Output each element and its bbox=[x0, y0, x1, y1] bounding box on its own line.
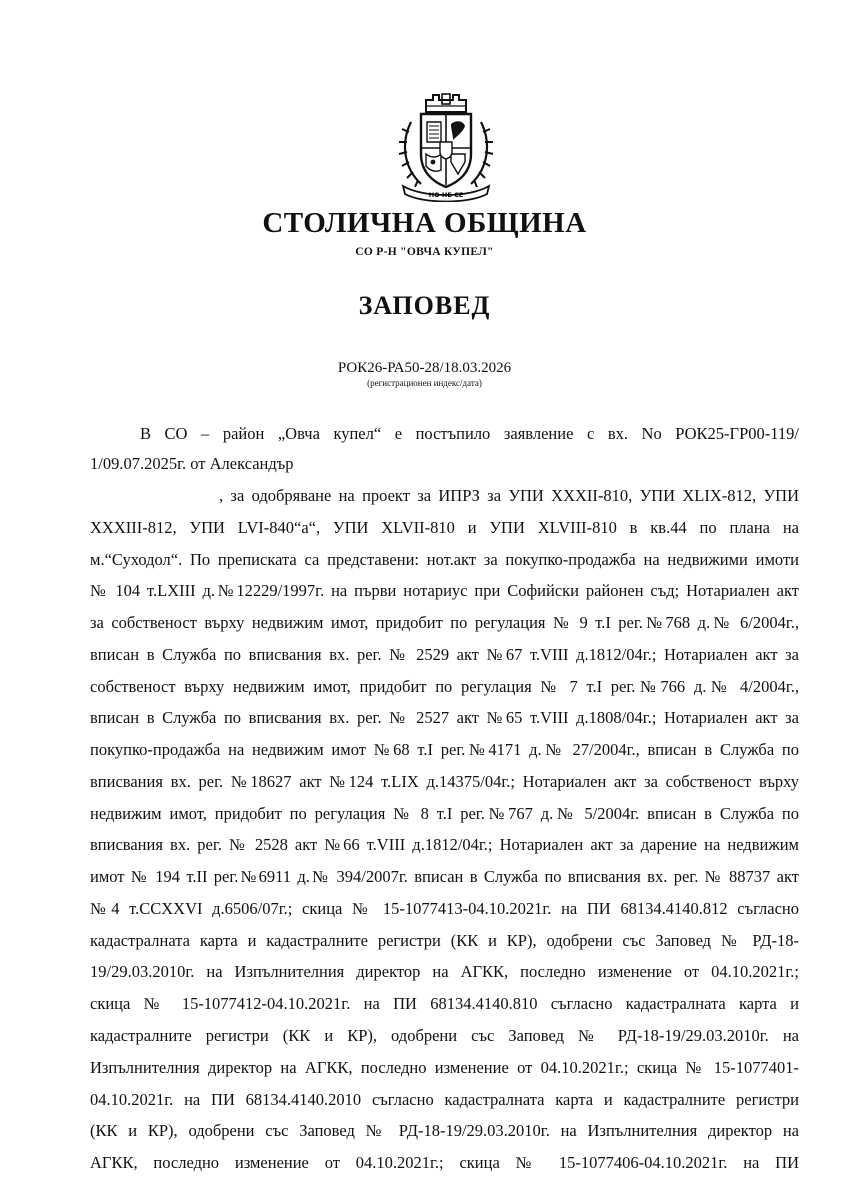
body-line: АГКК, последно изменение от 04.10.2021г.; скица № 15-1077406-04.10.2021г. на ПИ bbox=[90, 1153, 799, 1172]
body-line: скица № 15-1077412-04.10.2021г. на ПИ 68134.4140.810 съгласно кадастралната карта и bbox=[90, 994, 799, 1013]
body-line: 04.10.2021г. на ПИ 68134.4140.2010 съгласно кадастралната карта и кадастралните регистри bbox=[90, 1090, 799, 1109]
body-line: собственост върху недвижим имот, придобит по регулация № 7 т.I рег.№766 д.№ 4/2004г., bbox=[90, 677, 799, 696]
body-line: Изпълнителния директор на АГКК, последно изменение от 04.10.2021г.; скица № 15-1077401- bbox=[90, 1058, 799, 1077]
crest-motto: НО НЕ СЕ bbox=[428, 191, 464, 199]
body-line: XXXIII-812, УПИ LVI-840“а“, УПИ XLVII-810 и УПИ XLVIII-810 в кв.44 по плана на bbox=[90, 518, 799, 537]
body-line: В СО – район „Овча купел“ е постъпило заявление с вх. No РОК25-ГР00-119/ bbox=[140, 424, 799, 443]
body-line: №4 т.CCXXVI д.6506/07г.; скица № 15-1077413-04.10.2021г. на ПИ 68134.4140.812 съгласно bbox=[90, 899, 799, 918]
document-title: ЗАПОВЕД bbox=[358, 291, 491, 320]
body-line: за собственост върху недвижим имот, придобит по регулация № 9 т.I рег.№768 д.№ 6/2004г., bbox=[90, 613, 799, 632]
body-line: 19/29.03.2010г. на Изпълнителния директор на АГКК, последно изменение от 04.10.2021г.; bbox=[90, 962, 799, 981]
registration-caption: (регистрационен индекс/дата) bbox=[367, 378, 482, 388]
sofia-coat-of-arms-icon bbox=[393, 92, 499, 202]
body-line: вписан в Служба по вписвания вх. рег. № 2529 акт №67 т.VIII д.1812/04г.; Нотариален акт за bbox=[90, 645, 799, 664]
body-line: № 104 т.LXIII д.№12229/1997г. на първи нотариус при Софийски районен съд; Нотариален акт bbox=[90, 581, 799, 600]
body-line: 1/09.07.2025г. от Александър bbox=[90, 454, 294, 473]
body-line: (КК и КР), одобрени със Заповед № РД-18-19/29.03.2010г. на Изпълнителния директор на bbox=[90, 1121, 799, 1140]
body-line: кадастралните регистри (КК и КР), одобрени със Заповед № РД-18-19/29.03.2010г. на bbox=[90, 1026, 799, 1045]
body-line: м.“Суходол“. По преписката са представени: нот.акт за покупко-продажба на недвижими имоти bbox=[90, 550, 799, 569]
body-line: вписвания вх. рег. №18627 акт №124 т.LIX д.14375/04г.; Нотариален акт за собственост върху bbox=[90, 772, 799, 791]
body-line: недвижим имот, придобит по регулация № 8 т.I рег.№767 д.№ 5/2004г. вписан в Служба по bbox=[90, 804, 799, 823]
organization-subdivision: СО Р-Н "ОВЧА КУПЕЛ" bbox=[355, 246, 494, 258]
body-line: , за одобряване на проект за ИПРЗ за УПИ XXXII-810, УПИ XLIX-812, УПИ bbox=[219, 486, 799, 505]
organization-name: СТОЛИЧНА ОБЩИНА bbox=[262, 207, 587, 239]
body-line: кадастралната карта и кадастралните регистри (КК и КР), одобрени със Заповед № РД-18- bbox=[90, 931, 799, 950]
body-line: вписан в Служба по вписвания вх. рег. № 2527 акт №65 т.VIII д.1808/04г.; Нотариален акт за bbox=[90, 708, 799, 727]
body-line: покупко-продажба на недвижим имот №68 т.I рег.№4171 д.№ 27/2004г., вписан в Служба по bbox=[90, 740, 799, 759]
body-line: вписвания вх. рег. № 2528 акт №66 т.VIII д.1812/04г.; Нотариален акт за дарение на недвижим bbox=[90, 835, 799, 854]
registration-number: РОК26-РА50-28/18.03.2026 bbox=[337, 360, 512, 376]
body-line: имот № 194 т.II рег.№6911 д.№ 394/2007г. вписан в Служба по вписвания вх. рег. № 88737 акт bbox=[90, 867, 799, 886]
